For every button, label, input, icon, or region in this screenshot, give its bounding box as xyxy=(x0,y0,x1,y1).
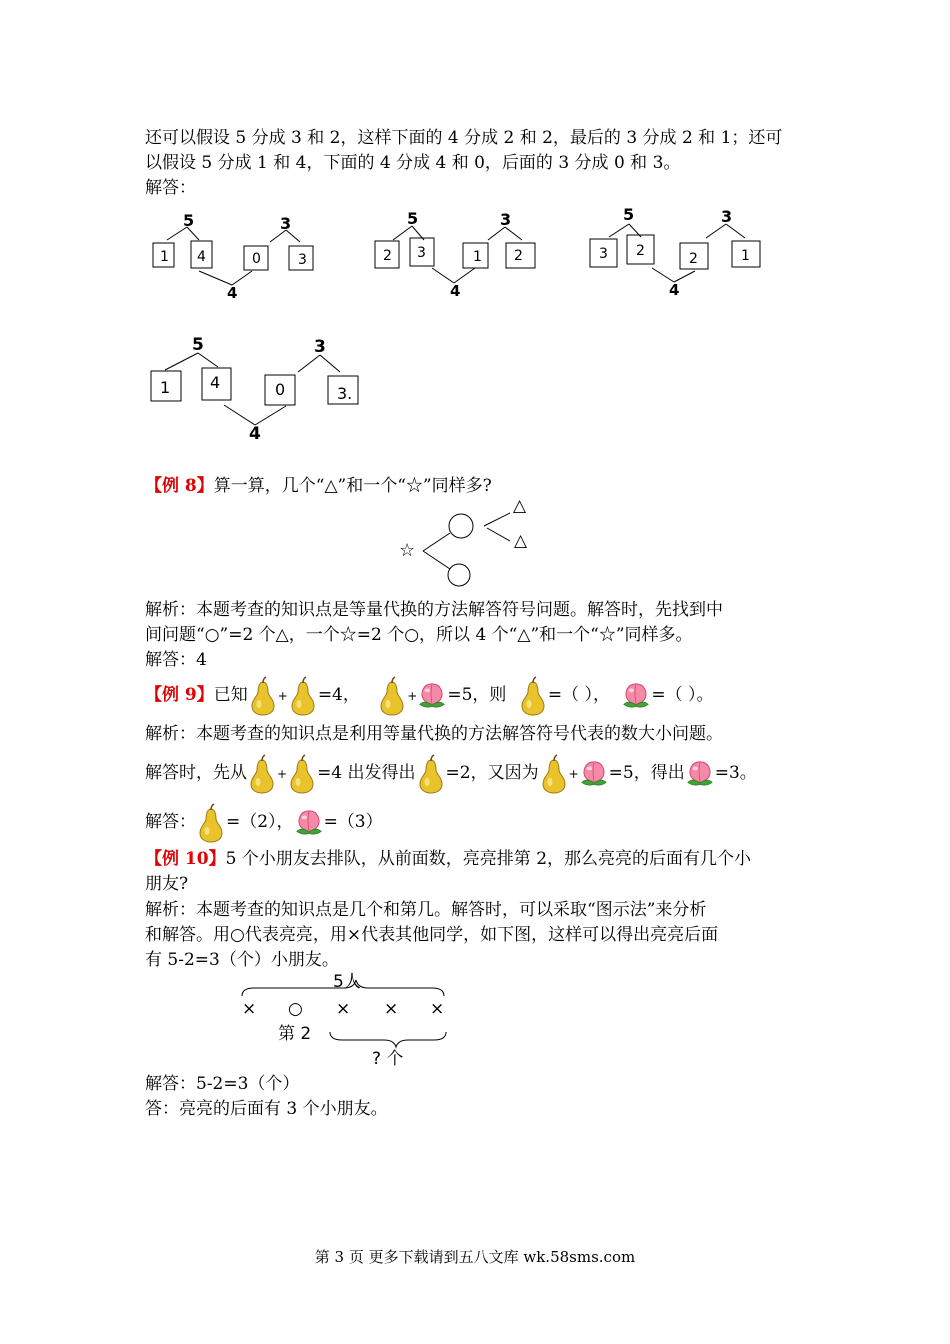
pear-icon xyxy=(247,754,277,794)
question-text: 5 个小朋友去排队，从前面数，亮亮排第 2，那么亮亮的后面有几个小 xyxy=(225,849,752,869)
queue-mark: × xyxy=(242,999,257,1019)
bottom-brace xyxy=(330,1032,446,1047)
example-9-analysis-2 xyxy=(145,750,757,796)
number-tree-4 xyxy=(151,335,358,444)
pear-icon xyxy=(287,754,317,794)
example-10-analysis: 和解答。用○代表亮亮，用×代表其他同学，如下图，这样可以得出亮亮后面 xyxy=(145,925,719,945)
queue-mark: × xyxy=(384,999,399,1019)
tree-number: 1 xyxy=(741,248,750,264)
tree-number: 3 xyxy=(721,207,733,226)
pear-icon xyxy=(248,676,278,716)
example-8-answer: 解答：4 xyxy=(145,650,207,670)
peach-icon xyxy=(417,682,447,710)
question-text: 算一算，几个“△”和一个“☆”同样多? xyxy=(213,476,492,496)
page-footer: 第 3 页 更多下载请到五八文库 wk.58sms.com xyxy=(314,1248,636,1266)
plus-sign: + xyxy=(568,767,579,781)
example-10-analysis: 解析：本题考查的知识点是几个和第几。解答时，可以采取“图示法”来分析 xyxy=(145,900,707,920)
answer-label: 解答： xyxy=(145,178,196,198)
analysis-text: =3。 xyxy=(714,763,757,783)
tree-number: 5 xyxy=(192,335,204,355)
tree-number: 4 xyxy=(450,282,461,300)
pear-icon xyxy=(518,676,548,716)
blank-text: =（ ）。 xyxy=(651,685,714,705)
peach-icon xyxy=(294,809,324,837)
answer-text: =（3） xyxy=(323,812,383,832)
pear-icon xyxy=(377,676,407,716)
triangle-icon: △ xyxy=(513,496,527,516)
answer-label: 解答： xyxy=(145,812,196,832)
analysis-text: =2，又因为 xyxy=(445,763,539,783)
example-10-question xyxy=(145,847,751,871)
plus-sign: + xyxy=(407,689,418,703)
example-8-analysis: 间问题“○”=2 个△，一个☆=2 个○，所以 4 个“△”和一个“☆”同样多。 xyxy=(145,625,693,645)
queue-diagram xyxy=(232,970,492,1070)
tree-number: 5 xyxy=(407,209,419,228)
peach-icon xyxy=(685,760,715,788)
tree-number: 3 xyxy=(417,245,426,261)
number-tree-diagrams xyxy=(0,200,950,460)
example-10-final: 答：亮亮的后面有 3 个小朋友。 xyxy=(145,1099,388,1119)
tree-number: 0 xyxy=(275,380,286,399)
queue-mark-liangliang: ○ xyxy=(288,999,303,1019)
circle-symbol xyxy=(448,564,470,586)
tree-number: 2 xyxy=(383,248,392,264)
example-9-analysis: 解析：本题考查的知识点是利用等量代换的方法解答符号代表的数大小问题。 xyxy=(145,724,723,744)
equation-text: =4， xyxy=(317,685,360,705)
pear-icon xyxy=(288,676,318,716)
question-text: 已知 xyxy=(213,685,248,705)
queue-mark: × xyxy=(430,999,445,1019)
example-8-analysis: 解析：本题考查的知识点是等量代换的方法解答符号问题。解答时，先找到中 xyxy=(145,600,723,620)
example-tag: 【例 9】 xyxy=(145,685,214,705)
tree-number: 3 xyxy=(500,210,512,229)
tree-number: 2 xyxy=(514,248,523,264)
tree-number: 3 xyxy=(314,337,326,357)
total-label: 5人 xyxy=(333,972,361,992)
triangle-icon: △ xyxy=(514,531,528,551)
paragraph-line: 还可以假设 5 分成 3 和 2，这样下面的 4 分成 2 和 2，最后的 3 分成 2 和 1；还可 xyxy=(145,128,783,148)
equation-text: =5，则 xyxy=(447,685,507,705)
tree-number: 5 xyxy=(623,205,635,224)
plus-sign: + xyxy=(277,767,288,781)
pear-icon xyxy=(196,803,226,843)
tree-number: 5 xyxy=(183,211,195,230)
tree-number: 2 xyxy=(689,251,698,267)
blank-text: =（ ）， xyxy=(547,685,610,705)
tree-number: 3 xyxy=(280,214,292,233)
answer-text: =（2）， xyxy=(226,812,294,832)
circle-symbol xyxy=(449,514,473,538)
example-tag: 【例 8】 xyxy=(145,476,214,496)
tree-number: 1 xyxy=(160,378,171,397)
star-circle-triangle-diagram xyxy=(395,496,555,591)
queue-mark: × xyxy=(336,999,351,1019)
example-9-question xyxy=(145,672,714,718)
peach-icon xyxy=(579,760,609,788)
pear-icon xyxy=(539,754,569,794)
tree-number: 0 xyxy=(252,251,261,267)
tree-number: 4 xyxy=(210,373,221,392)
analysis-text: =5，得出 xyxy=(608,763,685,783)
position-label: 第 2 xyxy=(278,1024,312,1044)
tree-number: 3. xyxy=(337,384,353,403)
paragraph-line: 以假设 5 分成 1 和 4，下面的 4 分成 4 和 0，后面的 3 分成 0 和 3。 xyxy=(145,153,681,173)
number-tree-1 xyxy=(153,211,313,302)
tree-number: 1 xyxy=(473,249,482,265)
example-8-question xyxy=(145,474,492,498)
star-icon: ☆ xyxy=(399,540,416,561)
example-10-question-cont: 朋友? xyxy=(145,874,189,894)
number-tree-3 xyxy=(590,205,760,299)
tree-number: 2 xyxy=(636,243,645,259)
tree-number: 4 xyxy=(227,284,238,302)
analysis-text: =4 出发得出 xyxy=(317,763,416,783)
unknown-label: ? 个 xyxy=(372,1049,404,1069)
tree-number: 3 xyxy=(599,246,608,262)
plus-sign: + xyxy=(277,689,288,703)
tree-number: 1 xyxy=(160,249,169,265)
tree-number: 4 xyxy=(197,249,206,265)
tree-number: 4 xyxy=(669,281,680,299)
tree-number: 4 xyxy=(249,424,261,444)
example-10-analysis: 有 5-2=3（个）小朋友。 xyxy=(145,950,339,970)
peach-icon xyxy=(621,682,651,710)
pear-icon xyxy=(416,754,446,794)
example-tag: 【例 10】 xyxy=(145,849,226,869)
example-9-answer xyxy=(145,800,383,844)
number-tree-2 xyxy=(375,209,535,300)
example-10-answer: 解答：5-2=3（个） xyxy=(145,1074,300,1094)
tree-number: 3 xyxy=(298,252,307,268)
analysis-text: 解答时，先从 xyxy=(145,763,247,783)
